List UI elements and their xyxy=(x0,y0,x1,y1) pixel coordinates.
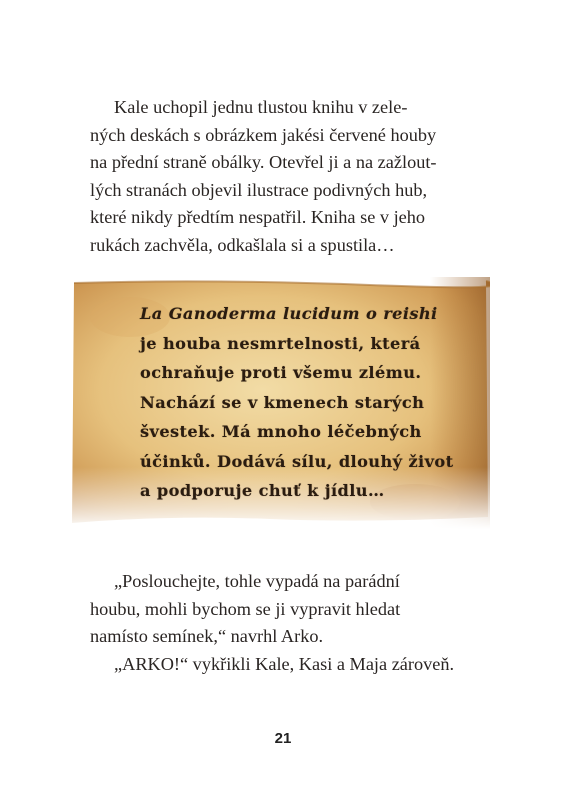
parchment-line: švestek. Má mnoho léčebných xyxy=(140,422,422,441)
text-line: ných deskách s obrázkem jakési červené houby xyxy=(90,124,437,145)
story-paragraph-1 xyxy=(90,94,482,259)
parchment-text xyxy=(140,299,454,506)
text-line: které nikdy předtím nespatřil. Kniha se v jeho xyxy=(90,207,426,227)
page-number: 21 xyxy=(274,730,292,747)
text-line: houbu, mohli bychom se ji vypravit hledat xyxy=(90,598,401,619)
text-line: Kale uchopil jednu tlustou knihu v zele- xyxy=(114,97,408,117)
parchment-line: ochraňuje proti všemu zlému. xyxy=(140,363,422,382)
parchment-illustration xyxy=(70,277,490,529)
parchment-line: účinků. Dodává sílu, dlouhý život xyxy=(140,451,454,471)
parchment-line: La Ganoderma lucidum o reishi xyxy=(140,304,438,323)
text-line: lých stranách objevil ilustrace podivných hub, xyxy=(90,179,428,200)
text-line: „Poslouchejte, tohle vypadá na parádní xyxy=(114,571,400,591)
text-line: na přední straně obálky. Otevřel ji a na zažlout- xyxy=(90,152,437,172)
text-line: „ARKO!“ vykřikli Kale, Kasi a Maja zároveň. xyxy=(114,653,455,674)
parchment-line: je houba nesmrtelnosti, která xyxy=(140,333,421,353)
text-line: rukách zachvěla, odkašlala si a spustila… xyxy=(90,234,395,255)
parchment-line: a podporuje chuť k jídlu… xyxy=(140,481,385,500)
text-line: namísto semínek,“ navrhl Arko. xyxy=(90,626,324,646)
story-paragraph-2 xyxy=(90,568,482,678)
parchment-line: Nachází se v kmenech starých xyxy=(140,392,425,412)
